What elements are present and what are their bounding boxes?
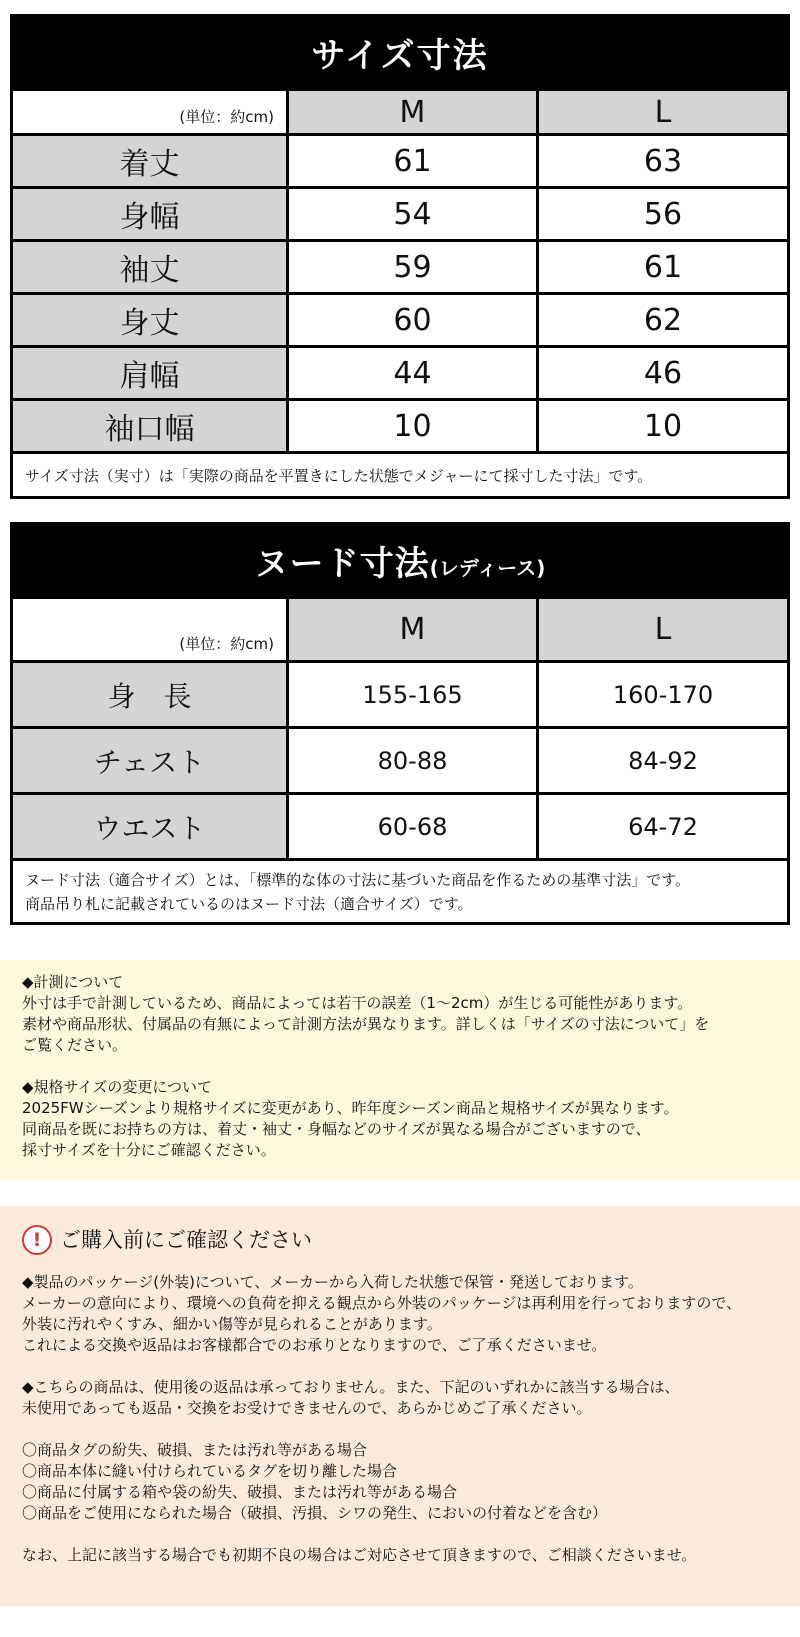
cell-l: 64-72	[538, 794, 789, 860]
table-row	[12, 662, 789, 728]
cell-l: 56	[538, 188, 789, 241]
row-label: ウエスト	[12, 794, 288, 860]
unit-label: (単位：約cm)	[12, 598, 288, 662]
cell-m: 10	[288, 400, 538, 453]
cell-m: 155-165	[288, 662, 538, 728]
table-row	[12, 400, 789, 453]
nude-table-note	[12, 860, 789, 924]
confirmation-title: ご購入前にご確認ください	[60, 1227, 312, 1252]
table-row	[12, 794, 789, 860]
return-policy-note: ◆こちらの商品は、使用後の返品は承っておりません。また、下記のいずれかに該当する場合は、 未使用であっても返品・交換をお受けできませんので、あらかじめご了承ください。	[22, 1378, 680, 1417]
row-label: チェスト	[12, 728, 288, 794]
table-row	[12, 728, 789, 794]
nude-title-main: ヌード寸法	[254, 544, 430, 584]
column-header-l: L	[538, 598, 789, 662]
cell-m: 61	[288, 135, 538, 188]
cell-l: 84-92	[538, 728, 789, 794]
package-note: ◆製品のパッケージ(外装)について、メーカーから入荷した状態で保管・発送しております。 メーカーの意向により、環境への負荷を抑える観点から外装のパッケージは再利用を行っておりますので、 外装に汚れやくすみ、細かい傷等が見られることがあります。 これによる交換や返品はお客様都合でのお承りとなりますので、ご了承くださいませ。	[22, 1273, 742, 1354]
table-row	[12, 347, 789, 400]
nude-table-title	[12, 524, 789, 598]
cell-l: 46	[538, 347, 789, 400]
row-label: 袖口幅	[12, 400, 288, 453]
nude-title-sub: (レディース)	[429, 556, 546, 580]
size-table-note: サイズ寸法（実寸）は「実際の商品を平置きにした状態でメジャーにて採寸した寸法」です。	[12, 453, 789, 498]
unit-label: (単位：約cm)	[12, 90, 288, 135]
exclamation-icon: !	[22, 1225, 52, 1255]
row-label: 袖丈	[12, 241, 288, 294]
table-row	[12, 294, 789, 347]
nude-note-line-1: ヌード寸法（適合サイズ）とは、「標準的な体の寸法に基づいた商品を作るための基準寸法」です。	[25, 870, 691, 889]
row-label: 身 長	[12, 662, 288, 728]
column-header-l: L	[538, 90, 789, 135]
confirmation-header	[22, 1222, 778, 1258]
row-label: 身丈	[12, 294, 288, 347]
cell-l: 63	[538, 135, 789, 188]
cell-m: 59	[288, 241, 538, 294]
cell-l: 61	[538, 241, 789, 294]
cell-m: 54	[288, 188, 538, 241]
measurement-note: ◆計測について 外寸は手で計測しているため、商品によっては若干の誤差（1〜2cm）が生じる可能性があります。 素材や商品形状、付属品の有無によって計測方法が異なります。詳しくは「サイズの寸法について」を ご覧ください。	[22, 973, 710, 1054]
size-table-title: サイズ寸法	[12, 16, 789, 90]
cell-l: 10	[538, 400, 789, 453]
column-header-m: M	[288, 90, 538, 135]
cell-l: 62	[538, 294, 789, 347]
defect-note: なお、上記に該当する場合でも初期不良の場合はご対応させて頂きますので、ご相談くださいませ。	[22, 1546, 697, 1564]
size-change-note: ◆規格サイズの変更について 2025FWシーズンより規格サイズに変更があり、昨年度シーズン商品と規格サイズが異なります。 同商品を既にお持ちの方は、着丈・袖丈・身幅などのサイズが異なる場合がございますので、 採寸サイズを十分にご確認ください。	[22, 1078, 679, 1159]
table-row	[12, 135, 789, 188]
table-row	[12, 241, 789, 294]
cell-m: 44	[288, 347, 538, 400]
size-dimensions-table	[10, 14, 790, 499]
return-conditions-list: 〇商品タグの紛失、破損、または汚れ等がある場合 〇商品本体に縫い付けられているタグを切り離した場合 〇商品に付属する箱や袋の紛失、破損、または汚れ等がある場合 〇商品をご使用になられた場合（破損、汚損、シワの発生、においの付着などを含む）	[22, 1441, 608, 1522]
cell-m: 60-68	[288, 794, 538, 860]
nude-note-line-2: 商品吊り札に記載されているのはヌード寸法（適合サイズ）です。	[25, 894, 473, 913]
cell-l: 160-170	[538, 662, 789, 728]
purchase-confirmation	[0, 1206, 800, 1606]
row-label: 肩幅	[12, 347, 288, 400]
nude-dimensions-table	[10, 522, 790, 925]
cell-m: 80-88	[288, 728, 538, 794]
column-header-m: M	[288, 598, 538, 662]
measurement-notice	[0, 960, 800, 1180]
row-label: 身幅	[12, 188, 288, 241]
table-row	[12, 188, 789, 241]
row-label: 着丈	[12, 135, 288, 188]
cell-m: 60	[288, 294, 538, 347]
